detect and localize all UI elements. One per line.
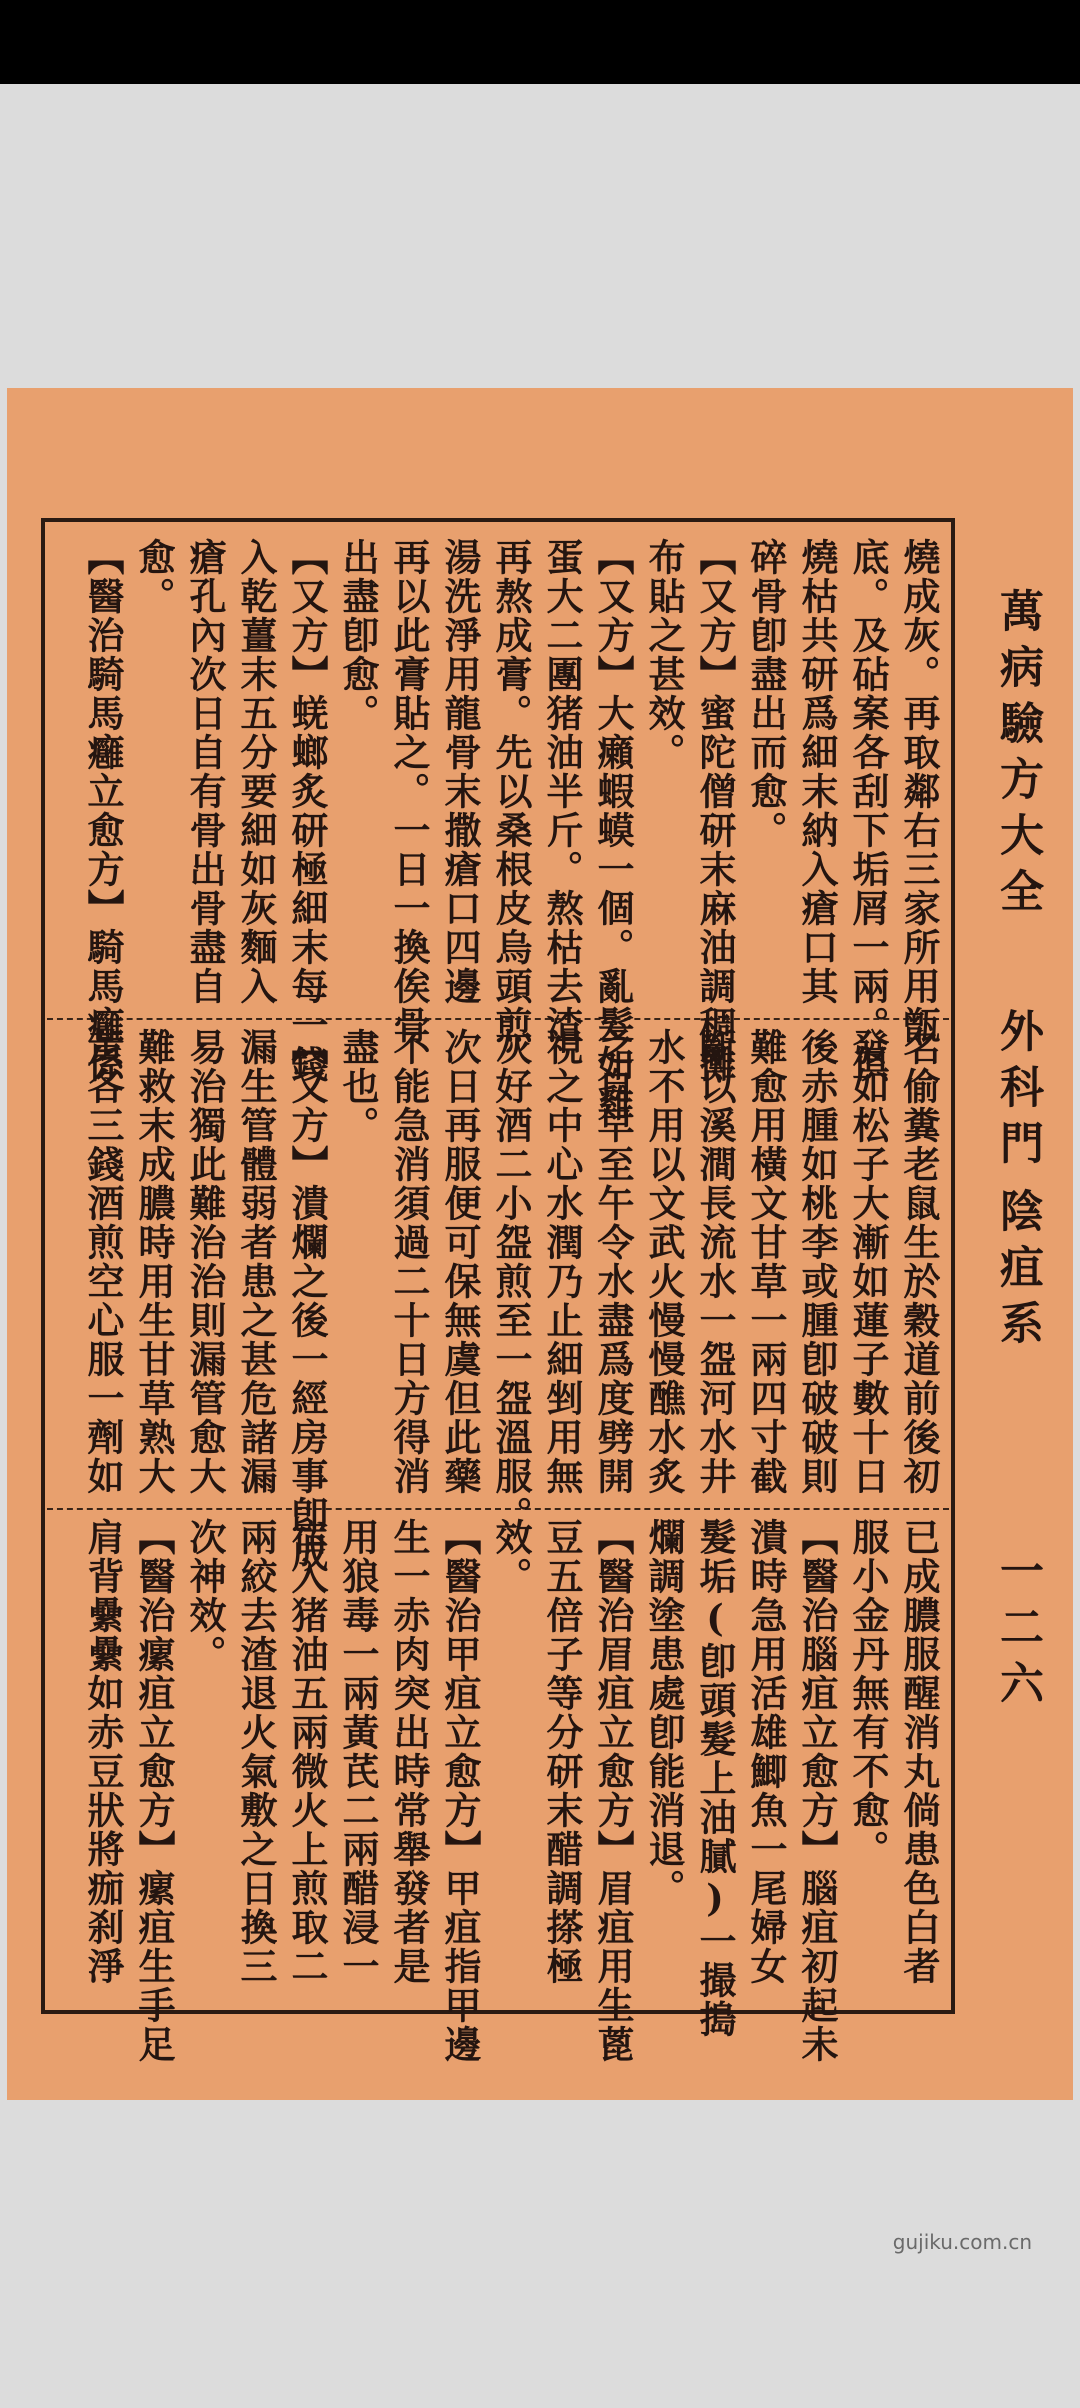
text-column: 【醫治眉疽立愈方】眉疽用生蓖 bbox=[591, 1518, 635, 2064]
text-column: 湯洗淨用龍骨末撒瘡口四邊 bbox=[438, 538, 482, 1006]
text-column: 漏生管體弱者患之甚危諸漏 bbox=[234, 1028, 278, 1496]
text-column: 名偷糞老鼠生於穀道前後初 bbox=[897, 1028, 941, 1496]
text-column: 【又方】蜣螂炙研極細末每一錢 bbox=[285, 538, 329, 1084]
section-name: 外科門 bbox=[992, 1008, 1043, 1176]
text-column: 次神效。 bbox=[183, 1518, 227, 1674]
text-column: 易治獨此難治治則漏管愈大 bbox=[183, 1028, 227, 1496]
text-column: 再熬成膏。先以桑根皮烏頭煎 bbox=[489, 538, 533, 1045]
text-column: 【醫治腦疽立愈方】腦疽初起未 bbox=[795, 1518, 839, 2064]
page-number: 一二六 bbox=[992, 1548, 1043, 1716]
category-name: 陰疽系 bbox=[992, 1188, 1043, 1356]
text-column: 兩絞去渣退火氣敷之日換三 bbox=[234, 1518, 278, 1986]
text-column: 入乾薑末五分要細如灰麵入 bbox=[234, 538, 278, 1006]
text-column: 出盡卽愈。 bbox=[336, 538, 380, 733]
text-column: 次日再服便可保無虞但此藥 bbox=[438, 1028, 482, 1496]
text-column: 【又方】蜜陀僧研末麻油調稠攤 bbox=[693, 538, 737, 1084]
status-bar bbox=[0, 0, 1080, 84]
text-column: 【醫治甲疽立愈方】甲疽指甲邊 bbox=[438, 1518, 482, 2064]
text-column: 【醫治騎馬癰立愈方】騎馬癰係 bbox=[81, 538, 125, 1084]
text-column: 難愈用橫文甘草一兩四寸截 bbox=[744, 1028, 788, 1496]
text-column: 燒成灰。再取鄰右三家所用甑 bbox=[897, 538, 941, 1045]
text-column: 盡也。 bbox=[336, 1028, 380, 1145]
text-column: 燒枯共研爲細末納入瘡口其 bbox=[795, 538, 839, 1006]
watermark: gujiku.com.cn bbox=[892, 2230, 1032, 2254]
text-column: 發如松子大漸如蓮子數十日 bbox=[846, 1028, 890, 1496]
text-column: 潰時急用活雄鯽魚一尾婦女 bbox=[744, 1518, 788, 1986]
text-column: 【又方】潰爛之後一經房事卽成 bbox=[285, 1028, 329, 1574]
text-column: 髮垢(卽頭髮上油膩)一撮搗 bbox=[693, 1518, 737, 2039]
text-column: 已成膿服醒消丸倘患色白者 bbox=[897, 1518, 941, 1986]
text-column: 再以此膏貼之。一日一換俟骨 bbox=[387, 538, 431, 1045]
text-column: 灰好酒二小盌煎至一盌溫服。 bbox=[489, 1028, 533, 1535]
text-column: 生一赤肉突出時常舉發者是 bbox=[387, 1518, 431, 1986]
text-column: 之自早至午令水盡爲度劈開 bbox=[591, 1028, 635, 1496]
text-column: 【醫治瘰疽立愈方】瘰疽生手足 bbox=[132, 1518, 176, 2064]
text-column: 斷以溪澗長流水一盌河水井 bbox=[693, 1028, 737, 1496]
book-page bbox=[7, 388, 1073, 2100]
text-column: 蛋大二團猪油半斤。熬枯去渣 bbox=[540, 538, 584, 1045]
text-column: 水不用以文武火慢慢醮水炙 bbox=[642, 1028, 686, 1496]
book-title: 萬病驗方大全 bbox=[992, 588, 1043, 924]
text-column: 效。 bbox=[489, 1518, 533, 1596]
text-column: 【又方】大癩蝦蟆一個。亂髮如雞 bbox=[591, 538, 635, 1123]
text-column: 碎骨卽盡出而愈。 bbox=[744, 538, 788, 850]
text-column: 黃各三錢酒煎空心服一劑如 bbox=[81, 1028, 125, 1496]
text-column: 肩背纍纍如赤豆狀將痂刹淨 bbox=[81, 1518, 125, 1986]
text-column: 後赤腫如桃李或腫卽破破則 bbox=[795, 1028, 839, 1496]
text-column: 不能急消須過二十日方得消 bbox=[387, 1028, 431, 1496]
text-column: 愈。 bbox=[132, 538, 176, 616]
text-column: 布貼之甚效。 bbox=[642, 538, 686, 772]
text-column: 視之中心水潤乃止細剉用無 bbox=[540, 1028, 584, 1496]
text-column: 服小金丹無有不愈。 bbox=[846, 1518, 890, 1869]
text-column: 宿入猪油五兩微火上煎取二 bbox=[285, 1518, 329, 1986]
text-column: 爛調塗患處卽能消退。 bbox=[642, 1518, 686, 1908]
text-column: 瘡孔內次日自有骨出骨盡自 bbox=[183, 538, 227, 1006]
text-column: 用狼毒一兩黃芪二兩醋浸一 bbox=[336, 1518, 380, 1986]
text-column: 豆五倍子等分研末醋調搽極 bbox=[540, 1518, 584, 1986]
text-column: 底。及砧案各刮下垢屑一兩。俱 bbox=[846, 538, 890, 1084]
text-column: 難救末成膿時用生甘草熟大 bbox=[132, 1028, 176, 1496]
